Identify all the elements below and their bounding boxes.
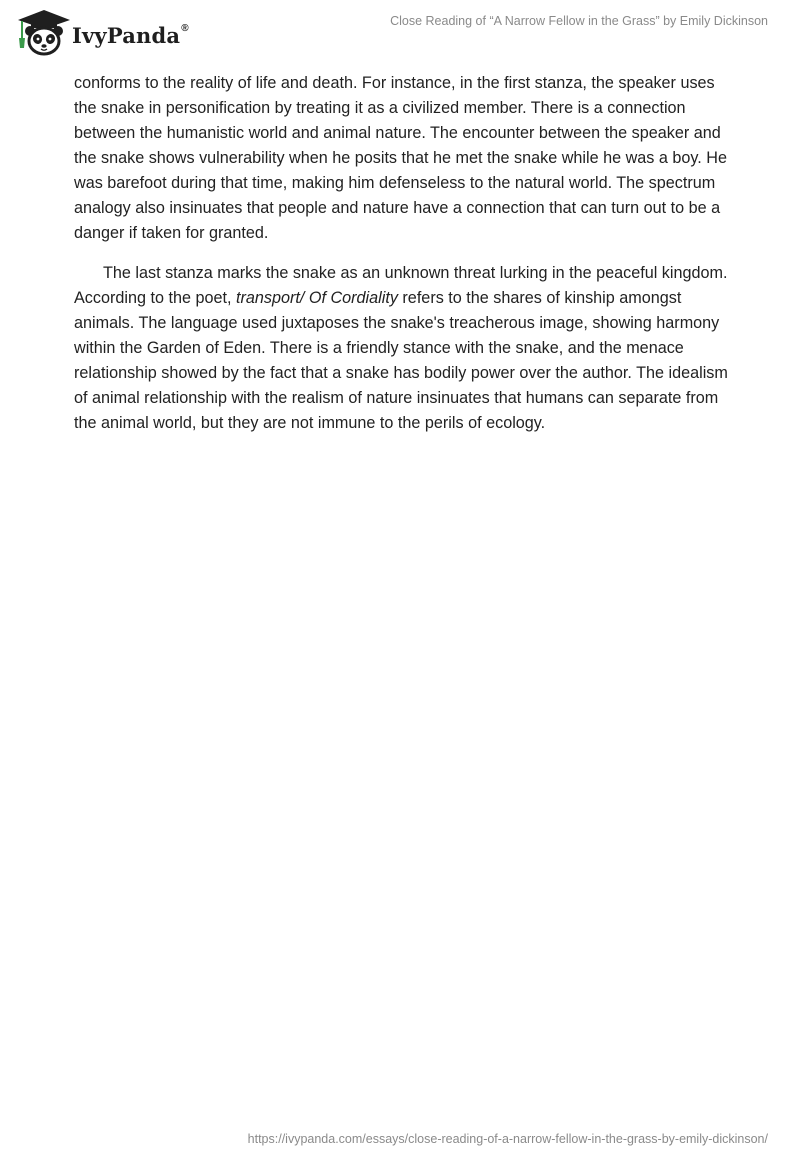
page-header (0, 0, 800, 70)
ivypanda-logo[interactable] (14, 8, 189, 58)
panda-graduation-cap-icon (14, 8, 70, 58)
paragraph (74, 261, 734, 436)
paragraph-text: The last stanza marks the snake as an unknown threat lurking in the peaceful kingdom. According to the poet, (74, 264, 728, 307)
essay-body (74, 71, 734, 451)
source-url[interactable]: https://ivypanda.com/essays/close-reading-of-a-narrow-fellow-in-the-grass-by-emily-dickinson/ (247, 1132, 768, 1146)
paragraph: conforms to the reality of life and death. For instance, in the first stanza, the speaker uses the snake in personification by treating it as a civilized member. There is a connection between the humanistic world and animal nature. The encounter between the speaker and the snake shows vulnerability when he posits that he met the snake while he was a boy. He was barefoot during that time, making him defenseless to the natural world. The spectrum analogy also insinuates that people and nature have a connection that can turn out to be a danger if taken for granted. (74, 74, 727, 242)
italic-quote: transport/ Of Cordiality (235, 289, 398, 307)
brand-name: IvyPanda® (72, 22, 189, 48)
registered-mark: ® (181, 22, 189, 34)
document-title: Close Reading of “A Narrow Fellow in the Grass” by Emily Dickinson (390, 14, 768, 28)
paragraph-text: refers to the shares of kinship amongst animals. The language used juxtaposes the snake's treacherous image, showing harmony within the Garden of Eden. There is a friendly stance with the snake, and the menace relationship showed by the fact that a snake has bodily power over the author. The idealism of animal relationship with the realism of nature insinuates that humans can separate from the animal world, but they are not immune to the perils of ecology. (74, 289, 728, 432)
